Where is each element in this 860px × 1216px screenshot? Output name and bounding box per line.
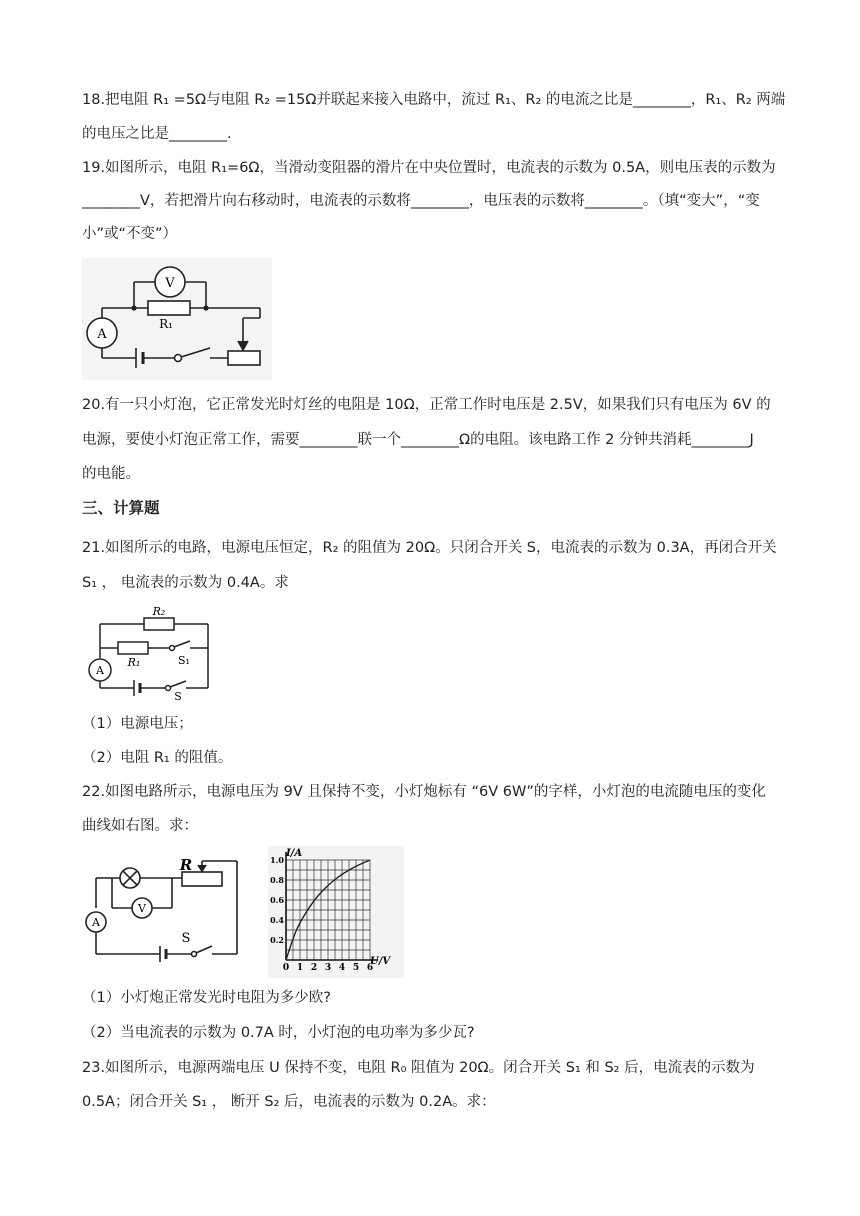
x-tick-label: 5 (352, 963, 360, 973)
q21-part2: （2）电阻 R₁ 的阻值。 (82, 750, 233, 766)
rheostat-label: R (179, 856, 193, 874)
iv-curve-chart (268, 846, 404, 978)
q21-line1: 21.如图所示的电路，电源电压恒定，R₂ 的阻值为 20Ω。只闭合开关 S，电流表的示数为 0.3A，再闭合开关 (82, 540, 777, 556)
q19-circuit-figure (82, 258, 272, 380)
x-tick-label: 6 (366, 963, 374, 973)
x-tick-label: 2 (310, 963, 318, 973)
y-tick-label: 0.2 (270, 935, 284, 945)
x-tick-label: 4 (338, 963, 346, 973)
q23-line1: 23.如图所示，电源两端电压 U 保持不变，电阻 R₀ 阻值为 20Ω。闭合开关 S₁ 和 S₂ 后，电流表的示数为 (82, 1060, 755, 1076)
y-tick-label: 0.6 (270, 895, 284, 905)
ammeter-label: A (96, 664, 104, 677)
x-tick-label: 3 (324, 963, 332, 973)
r1-label: R₁ (127, 656, 141, 669)
voltmeter-label: V (138, 902, 146, 915)
q19-line2: ________V，若把滑片向右移动时，电流表的示数将________，电压表的示数将________。（填“变大”，“变 (82, 193, 760, 209)
ammeter-label: A (92, 916, 100, 929)
x-tick-label: 0 (282, 963, 290, 973)
s1-label: S₁ (178, 654, 190, 667)
r2-label: R₂ (152, 605, 166, 618)
q19-line3: 小”或“不变”） (82, 226, 178, 242)
y-tick-label: 0.4 (270, 915, 284, 925)
q20-line3: 的电能。 (82, 466, 140, 482)
x-axis-label: U/V (370, 956, 391, 967)
switch-label: S (181, 931, 191, 946)
q22-line2: 曲线如右图。求： (82, 818, 198, 834)
q22-part1: （1）小灯炮正常发光时电阻为多少欧? (82, 990, 331, 1006)
q23-line2: 0.5A；闭合开关 S₁ ， 断开 S₂ 后，电流表的示数为 0.2A。求： (82, 1094, 496, 1110)
q20-line2: 电源，要使小灯泡正常工作，需要________联一个________Ω的电阻。该电路工作 2 分钟共消耗________J (82, 432, 754, 448)
q22-part2: （2）当电流表的示数为 0.7A 时，小灯泡的电功率为多少瓦? (82, 1025, 475, 1041)
y-axis-label: I/A (286, 848, 303, 859)
q22-line1: 22.如图电路所示，电源电压为 9V 且保持不变，小灯炮标有 “6V 6W”的字样，小灯泡的电流随电压的变化 (82, 784, 766, 800)
section-heading: 三、计算题 (82, 499, 160, 517)
x-tick-label: 1 (296, 963, 304, 973)
q18-line2: 的电压之比是________. (82, 126, 232, 142)
q22-circuit-figure (82, 856, 244, 968)
q21-circuit-figure (84, 604, 218, 700)
q19-line1: 19.如图所示，电阻 R₁=6Ω，当滑动变阻器的滑片在中央位置时，电流表的示数为 0.5A，则电压表的示数为 (82, 160, 776, 176)
r1-label: R₁ (159, 317, 173, 331)
y-tick-label: 1.0 (270, 855, 284, 865)
s-label: S (174, 690, 182, 700)
y-tick-label: 0.8 (270, 875, 284, 885)
q18-line1: 18.把电阻 R₁ =5Ω与电阻 R₂ =15Ω并联起来接入电路中，流过 R₁、R₂ 的电流之比是________，R₁、R₂ 两端 (82, 92, 786, 108)
ammeter-label: A (97, 327, 107, 342)
q20-line1: 20.有一只小灯泡，它正常发光时灯丝的电阻是 10Ω，正常工作时电压是 2.5V，如果我们只有电压为 6V 的 (82, 397, 771, 413)
voltmeter-label: V (165, 276, 175, 291)
q21-part1: （1）电源电压； (82, 716, 193, 732)
q21-line2: S₁ ， 电流表的示数为 0.4A。求 (82, 575, 289, 591)
